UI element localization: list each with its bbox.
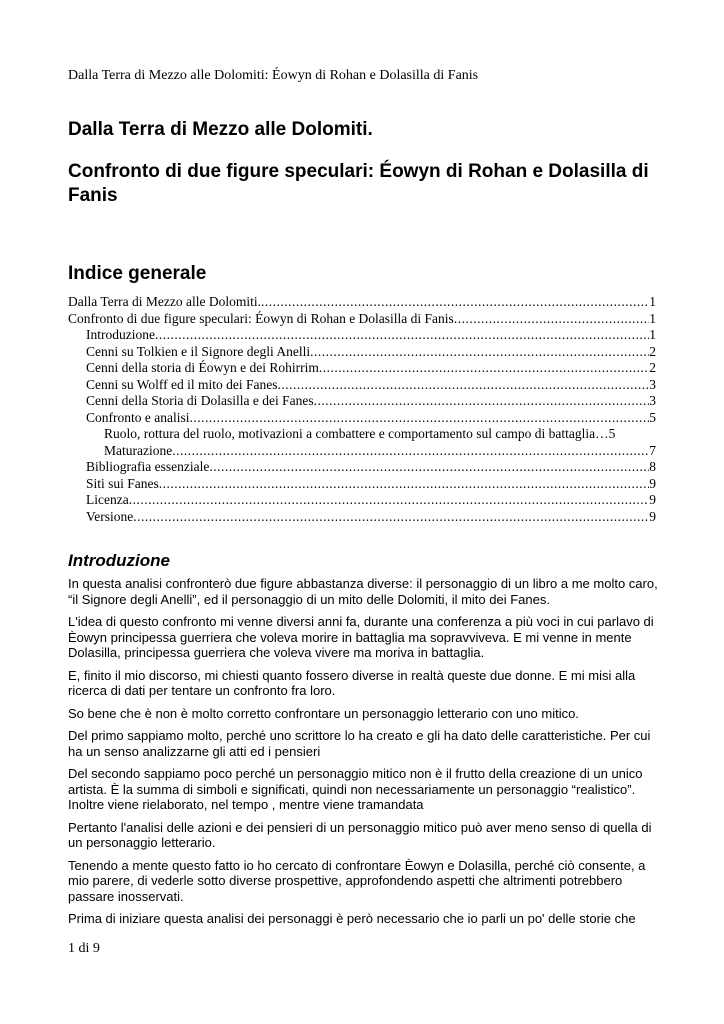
paragraph: In questa analisi confronterò due figure abbastanza diverse: il personaggio di un libro a me molto caro, “il Signore degli Anelli”, ed il personaggio di un mito delle Dolomiti, il mito dei Fanes. — [68, 576, 658, 607]
toc-entry-page: 1 — [649, 294, 656, 309]
toc-leader-dots — [209, 459, 649, 476]
toc-entry-label: Cenni su Wolff ed il mito dei Fanes — [86, 376, 278, 392]
toc-leader-dots — [319, 360, 649, 377]
toc-entry-label: Cenni su Tolkien e il Signore degli Anelli — [86, 343, 311, 359]
toc-entry[interactable] — [68, 443, 656, 460]
toc-entry-page: 1 — [649, 310, 656, 326]
toc-entry-label: Confronto e analisi — [86, 409, 190, 425]
toc-entry-label: Confronto di due figure speculari: Éowyn di Rohan e Dolasilla di Fanis — [68, 310, 454, 326]
section-heading: Introduzione — [68, 551, 170, 570]
toc-entry-page: 9 — [649, 492, 656, 507]
toc-entry-page: 7 — [649, 442, 656, 458]
toc-leader-dots — [189, 410, 649, 427]
toc-leader-dots — [155, 327, 649, 344]
toc-entry[interactable] — [68, 492, 656, 509]
paragraph: Tenendo a mente questo fatto io ho cercato di confrontare Èowyn e Dolasilla, perché ciò consente, a mio parere, di vederle sotto diverse prospettive, approfondendo aspetti che altrimenti potrebbero passare inosservati. — [68, 857, 646, 904]
toc-leader-dots — [133, 509, 649, 526]
toc-entry[interactable] — [68, 459, 656, 476]
toc-entry-page: 5 — [649, 409, 656, 425]
toc-entry[interactable] — [68, 360, 656, 377]
toc-entry-label: Maturazione — [104, 442, 173, 458]
table-of-contents — [68, 294, 656, 525]
toc-entry[interactable] — [68, 294, 656, 311]
toc-heading: Indice generale — [68, 263, 207, 284]
toc-entry-label: Introduzione — [86, 327, 155, 342]
toc-entry[interactable] — [68, 344, 656, 361]
running-header: Dalla Terra di Mezzo alle Dolomiti: Éowyn di Rohan e Dolasilla di Fanis — [68, 68, 479, 83]
paragraph: Del primo sappiamo molto, perché uno scrittore lo ha creato e gli ha dato delle caratteristiche. Per cui ha un senso analizzarne gli atti ed i pensieri — [68, 728, 651, 759]
toc-entry-page: 3 — [649, 376, 656, 392]
toc-entry-page: 9 — [649, 475, 656, 491]
paragraph: Pertanto l'analisi delle azioni e dei pensieri di un personaggio mitico può aver meno senso di quella di un personaggio letterario. — [68, 819, 652, 850]
toc-entry-page: 8 — [649, 459, 656, 474]
toc-entry-label: Bibliografia essenziale — [86, 459, 210, 474]
paragraph: L'idea di questo confronto mi venne diversi anni fa, durante una conferenza a più voci in cui parlavo di Èowyn principessa guerriera che voleva morire in battaglia ma sopravviveva. E mi venne in mente Dolasilla, principessa guerriera che voleva vivere ma moriva in battaglia. — [68, 614, 654, 660]
toc-entry-label: Licenza — [86, 492, 129, 507]
toc-entry[interactable] — [68, 393, 656, 410]
toc-entry[interactable] — [68, 476, 656, 493]
document-title: Dalla Terra di Mezzo alle Dolomiti. — [68, 119, 373, 140]
toc-entry-page: 1 — [649, 327, 656, 342]
toc-leader-dots — [159, 476, 649, 493]
toc-leader-dots — [172, 443, 649, 460]
toc-entry[interactable] — [68, 410, 656, 427]
toc-entry[interactable] — [68, 377, 656, 394]
toc-entry-page: 2 — [649, 360, 656, 375]
paragraph: E, finito il mio discorso, mi chiesti quanto fossero diverse in realtà queste due donne. E mi misi alla ricerca di dati per tentare un confronto fra loro. — [68, 667, 636, 698]
toc-entry[interactable] — [68, 426, 656, 443]
toc-entry-label: Dalla Terra di Mezzo alle Dolomiti. — [68, 294, 261, 309]
toc-entry-page: 9 — [649, 508, 656, 524]
document-subtitle: Confronto di due figure speculari: Éowyn di Rohan e Dolasilla di Fanis — [68, 161, 649, 206]
toc-leader-dots — [261, 294, 649, 311]
paragraph: Del secondo sappiamo poco perché un personaggio mitico non è il frutto della creazione di un unico artista. È la summa di simboli e significati, quindi non necessariamente un personaggio “realistico”. Inoltre viene rielaborato, nel tempo , mentre viene tramandata — [68, 766, 643, 812]
toc-leader-dots — [310, 344, 649, 361]
paragraph: Prima di iniziare questa analisi dei personaggi è però necessario che io parli un po' delle storie che — [68, 911, 636, 926]
toc-leader-dots — [314, 393, 650, 410]
toc-leader-dots — [129, 492, 650, 509]
toc-entry[interactable] — [68, 509, 656, 526]
toc-entry-page: 2 — [649, 343, 656, 359]
toc-entry-page: 3 — [649, 393, 656, 408]
toc-entry-label: Siti sui Fanes — [86, 475, 159, 491]
paragraph: So bene che è non è molto corretto confrontare un personaggio letterario con uno mitico. — [68, 705, 579, 721]
toc-leader-dots — [278, 377, 650, 394]
section-body — [68, 576, 658, 934]
toc-entry-page: 5 — [608, 426, 616, 441]
toc-entry-label: Cenni della Storia di Dolasilla e dei Fanes — [86, 393, 314, 408]
toc-entry[interactable] — [68, 327, 656, 344]
toc-leader-dots — [454, 311, 649, 328]
toc-entry-label: Cenni della storia di Éowyn e dei Rohirrim — [86, 360, 319, 375]
toc-entry[interactable] — [68, 311, 656, 328]
toc-entry-label: Ruolo, rottura del ruolo, motivazioni a combattere e comportamento sul campo di battaglia… — [104, 426, 609, 441]
toc-entry-label: Versione — [86, 508, 134, 524]
page-number: 1 di 9 — [68, 941, 100, 956]
